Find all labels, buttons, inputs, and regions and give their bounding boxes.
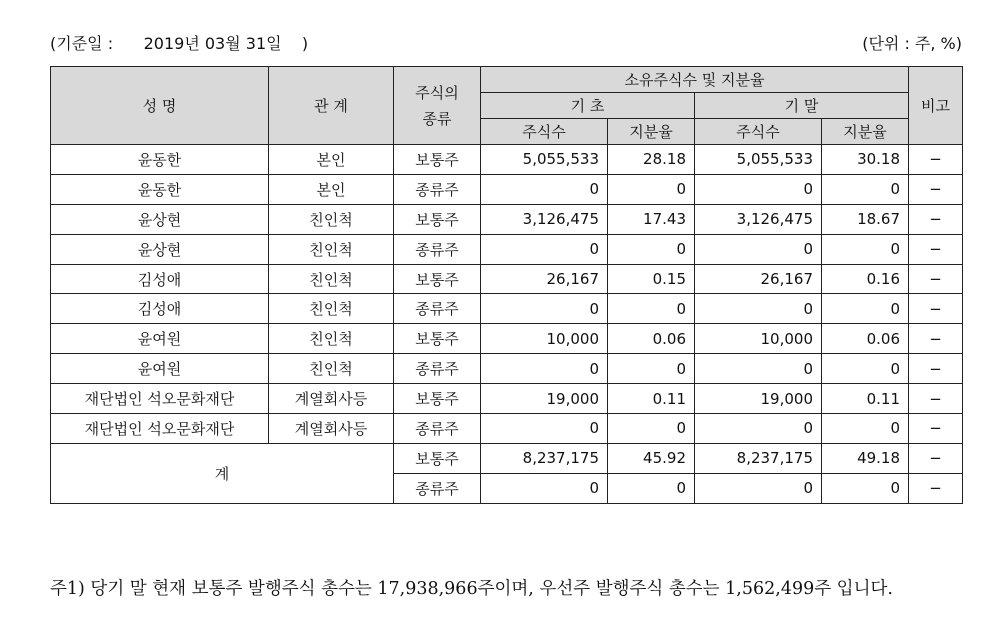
total-begin-ratio-cell: 45.92 — [608, 443, 695, 473]
stock-type-cell: 종류주 — [394, 174, 481, 204]
unit-label: (단위 : 주, %) — [862, 33, 962, 53]
end-ratio-cell: 0.16 — [822, 264, 909, 294]
stock-type-cell: 보통주 — [394, 145, 481, 175]
holder-name-cell: 김성애 — [51, 294, 269, 324]
col-begin-ratio-header: 지분율 — [608, 119, 695, 145]
relation-cell: 본인 — [269, 145, 394, 175]
report-header — [50, 30, 962, 54]
begin-shares-cell: 0 — [481, 234, 608, 264]
begin-shares-cell: 5,055,533 — [481, 145, 608, 175]
end-ratio-cell: 30.18 — [822, 145, 909, 175]
end-ratio-cell: 0 — [822, 234, 909, 264]
begin-shares-cell: 3,126,475 — [481, 204, 608, 234]
total-begin-ratio-cell: 0 — [608, 473, 695, 503]
base-date-label: (기준일 : 2019년 03월 31일 ) — [50, 33, 309, 53]
relation-cell: 계열회사등 — [269, 414, 394, 444]
table-row — [51, 264, 963, 294]
col-end-shares-header: 주식수 — [695, 119, 822, 145]
end-ratio-cell: 0 — [822, 354, 909, 384]
begin-ratio-cell: 0.06 — [608, 324, 695, 354]
total-row — [51, 443, 963, 473]
col-remark-header: 비고 — [909, 67, 963, 145]
total-remark-cell: − — [909, 443, 963, 473]
begin-ratio-cell: 28.18 — [608, 145, 695, 175]
end-shares-cell: 0 — [695, 414, 822, 444]
remark-cell: − — [909, 384, 963, 414]
col-end-header: 기 말 — [695, 93, 909, 119]
footnote: 주1) 당기 말 현재 보통주 발행주식 총수는 17,938,966주이며, 우선주 발행주식 총수는 1,562,499주 입니다. — [50, 579, 893, 599]
col-stock-type-header: 주식의 종류 — [394, 67, 481, 145]
end-shares-cell: 5,055,533 — [695, 145, 822, 175]
total-begin-shares-cell: 8,237,175 — [481, 443, 608, 473]
stock-type-cell: 종류주 — [394, 294, 481, 324]
total-stock-type-cell: 종류주 — [394, 473, 481, 503]
table-row — [51, 234, 963, 264]
table-body — [51, 145, 963, 504]
relation-cell: 친인척 — [269, 324, 394, 354]
end-ratio-cell: 0 — [822, 294, 909, 324]
table-row — [51, 294, 963, 324]
begin-ratio-cell: 0 — [608, 294, 695, 324]
relation-cell: 친인척 — [269, 354, 394, 384]
col-begin-header: 기 초 — [481, 93, 695, 119]
relation-cell: 계열회사등 — [269, 384, 394, 414]
remark-cell: − — [909, 204, 963, 234]
relation-cell: 친인척 — [269, 234, 394, 264]
table-row — [51, 414, 963, 444]
holder-name-cell: 재단법인 석오문화재단 — [51, 384, 269, 414]
table-row — [51, 145, 963, 175]
begin-shares-cell: 0 — [481, 354, 608, 384]
holder-name-cell: 윤여원 — [51, 324, 269, 354]
holder-name-cell: 윤동한 — [51, 174, 269, 204]
begin-ratio-cell: 0 — [608, 354, 695, 384]
relation-cell: 친인척 — [269, 204, 394, 234]
end-shares-cell: 0 — [695, 174, 822, 204]
begin-shares-cell: 26,167 — [481, 264, 608, 294]
stock-type-cell: 보통주 — [394, 204, 481, 234]
holder-name-cell: 윤상현 — [51, 234, 269, 264]
remark-cell: − — [909, 324, 963, 354]
total-remark-cell: − — [909, 473, 963, 503]
remark-cell: − — [909, 145, 963, 175]
end-ratio-cell: 0.11 — [822, 384, 909, 414]
total-label-cell: 계 — [51, 443, 394, 503]
total-end-ratio-cell: 49.18 — [822, 443, 909, 473]
end-ratio-cell: 0 — [822, 174, 909, 204]
end-ratio-cell: 0.06 — [822, 324, 909, 354]
holder-name-cell: 윤여원 — [51, 354, 269, 384]
end-shares-cell: 26,167 — [695, 264, 822, 294]
total-end-shares-cell: 0 — [695, 473, 822, 503]
remark-cell: − — [909, 234, 963, 264]
holder-name-cell: 윤동한 — [51, 145, 269, 175]
end-ratio-cell: 0 — [822, 414, 909, 444]
table-row — [51, 324, 963, 354]
begin-shares-cell: 0 — [481, 294, 608, 324]
col-end-ratio-header: 지분율 — [822, 119, 909, 145]
end-ratio-cell: 18.67 — [822, 204, 909, 234]
table-row — [51, 174, 963, 204]
col-begin-shares-header: 주식수 — [481, 119, 608, 145]
holder-name-cell: 재단법인 석오문화재단 — [51, 414, 269, 444]
remark-cell: − — [909, 414, 963, 444]
remark-cell: − — [909, 354, 963, 384]
stock-type-cell: 보통주 — [394, 324, 481, 354]
stock-type-cell: 종류주 — [394, 354, 481, 384]
end-shares-cell: 0 — [695, 234, 822, 264]
remark-cell: − — [909, 264, 963, 294]
table-row — [51, 384, 963, 414]
begin-ratio-cell: 0.15 — [608, 264, 695, 294]
end-shares-cell: 3,126,475 — [695, 204, 822, 234]
shareholding-table — [50, 66, 963, 504]
begin-ratio-cell: 0 — [608, 414, 695, 444]
begin-ratio-cell: 0.11 — [608, 384, 695, 414]
relation-cell: 친인척 — [269, 294, 394, 324]
begin-shares-cell: 0 — [481, 414, 608, 444]
stock-type-cell: 종류주 — [394, 234, 481, 264]
col-name-header: 성 명 — [51, 67, 269, 145]
stock-type-cell: 종류주 — [394, 414, 481, 444]
begin-ratio-cell: 0 — [608, 174, 695, 204]
end-shares-cell: 0 — [695, 294, 822, 324]
relation-cell: 친인척 — [269, 264, 394, 294]
holder-name-cell: 김성애 — [51, 264, 269, 294]
relation-cell: 본인 — [269, 174, 394, 204]
col-ownership-header: 소유주식수 및 지분율 — [481, 67, 909, 93]
stock-type-cell: 보통주 — [394, 264, 481, 294]
begin-shares-cell: 10,000 — [481, 324, 608, 354]
end-shares-cell: 0 — [695, 354, 822, 384]
end-shares-cell: 10,000 — [695, 324, 822, 354]
holder-name-cell: 윤상현 — [51, 204, 269, 234]
begin-shares-cell: 19,000 — [481, 384, 608, 414]
table-row — [51, 204, 963, 234]
total-stock-type-cell: 보통주 — [394, 443, 481, 473]
begin-ratio-cell: 17.43 — [608, 204, 695, 234]
remark-cell: − — [909, 294, 963, 324]
col-relation-header: 관 계 — [269, 67, 394, 145]
remark-cell: − — [909, 174, 963, 204]
total-end-shares-cell: 8,237,175 — [695, 443, 822, 473]
begin-shares-cell: 0 — [481, 174, 608, 204]
begin-ratio-cell: 0 — [608, 234, 695, 264]
total-begin-shares-cell: 0 — [481, 473, 608, 503]
table-row — [51, 354, 963, 384]
stock-type-cell: 보통주 — [394, 384, 481, 414]
total-end-ratio-cell: 0 — [822, 473, 909, 503]
end-shares-cell: 19,000 — [695, 384, 822, 414]
